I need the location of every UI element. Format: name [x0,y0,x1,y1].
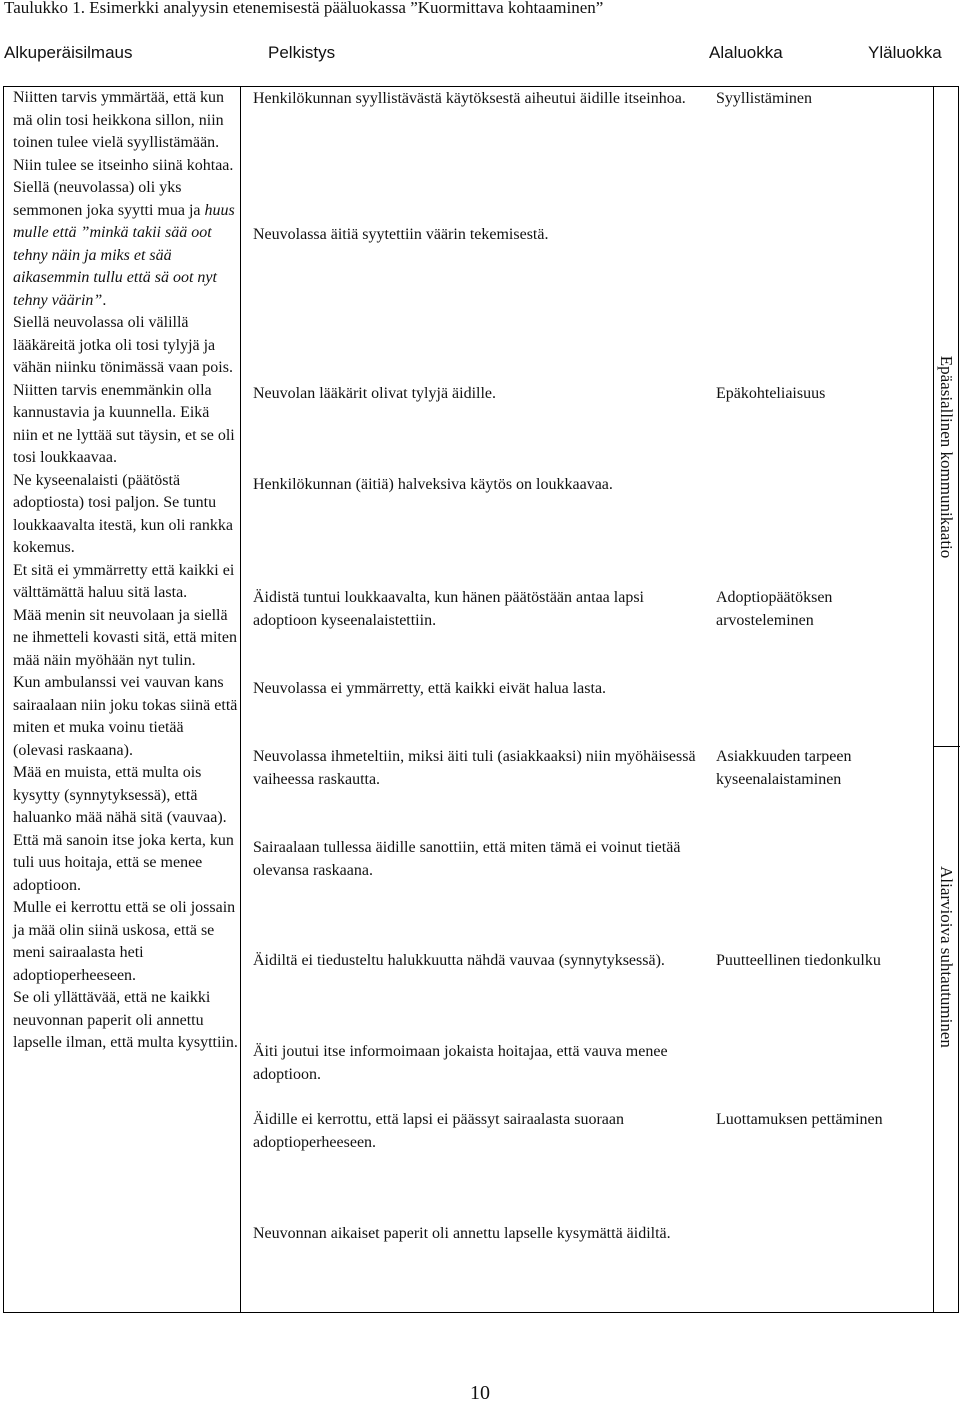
header-upper-category: Yläluokka [868,43,942,62]
reduction-text: Henkilökunnan syyllistävästä käytöksestä aiheutui äidille itseinhoa. [253,90,686,107]
reduction-text: Henkilökunnan (äitiä) halveksiva käytös on loukkaavaa. [253,476,613,493]
subcategory-text: Puutteellinen tiedonkulku [716,952,881,969]
quote-text: Se oli yllättävää, että ne kaikki neuvonnan paperit oli annettu lapselle ilman, että multa kysyttiin. [13,989,238,1051]
quote-text: Siellä neuvolassa oli välillä lääkäreitä jotka oli tosi tylyjä ja vähän niinku tönimässä vaan pois. [13,314,233,376]
reduction-text: Neuvonnan aikaiset paperit oli annettu lapselle kysymättä äidiltä. [253,1225,671,1242]
quote-text: Et sitä ei ymmärretty että kaikki ei välttämättä haluu sitä lasta. [13,561,235,601]
subcategory-text: Luottamuksen pettäminen [716,1111,883,1128]
header-reduction: Pelkistys [268,43,336,62]
quote-text: Ne kyseenalaisti (päätöstä adoptiosta) tosi paljon. Se tuntu loukkaavalta itestä, kun oli rankka kokemus. [13,471,233,556]
subcategory-text: Syyllistäminen [716,90,812,107]
reduction-text: Äiti joutui itse informoimaan jokaista hoitajaa, että vauva menee adoptioon. [253,1043,668,1083]
reduction-text: Äidistä tuntui loukkaavalta, kun hänen päätöstään antaa lapsi adoptioon kyseenalaistettiin. [253,589,644,629]
column-divider [240,87,241,1312]
header-subcategory: Alaluokka [709,43,783,62]
reduction-text: Neuvolassa ihmeteltiin, miksi äiti tuli (asiakkaaksi) niin myöhäisessä vaiheessa raskautta. [253,748,696,788]
quote-text: Mää en muista, että multa ois kysytty (synnytyksessä), että haluanko mää nähä sitä (vauvaa). [13,764,227,826]
quote-text: Mulle ei kerrottu että se oli jossain ja mää olin siinä uskosa, että se meni sairaalasta heti adoptioperheeseen. [13,899,236,984]
subcategory-text: Adoptiopäätöksen arvosteleminen [716,589,833,629]
subcategory-text: Asiakkuuden tarpeen kyseenalaistaminen [716,748,852,788]
table-caption: Taulukko 1. Esimerkki analyysin etenemisestä pääluokassa ”Kuormittava kohtaaminen” [4,0,604,17]
analysis-table [3,86,959,1313]
quote-text: Että mä sanoin itse joka kerta, kun tuli uus hoitaja, että se menee adoptioon. [13,831,234,894]
quote-text: Siellä (neuvolassa) oli yks semmonen joka syytti mua ja huus mulle että ”minkä takii sää oot tehny näin ja miks et sää aikasemmin tullu että sä oot nyt tehny väärin”. [13,179,235,309]
reduction-text: Äidiltä ei tiedusteltu halukkuutta nähdä vauvaa (synnytyksessä). [253,952,665,969]
page-number: 10 [470,1382,490,1404]
reduction-text: Neuvolassa ei ymmärretty, että kaikki eivät halua lasta. [253,680,607,697]
upper-category-text: Aliarvioiva suhtautuminen [937,866,956,1048]
upper-category-text: Epäasiallinen kommunikaatio [937,355,956,559]
quote-text: Niitten tarvis enemmänkin olla kannustavia ja kuunnella. Eikä niin et ne lyttää sut täysin, et se oli tosi loukkaavaa. [13,381,235,466]
header-original: Alkuperäisilmaus [4,43,133,62]
original-quotes-column [13,87,238,1055]
quote-text: Mää menin sit neuvolaan ja siellä ne ihmetteli kovasti sitä, että miten mää näin myöhään nyt tulin. [13,606,237,669]
row-divider [933,746,960,747]
reduction-text: Sairaalaan tullessa äidille sanottiin, että miten tämä ei voinut tietää olevansa raskaana. [253,839,681,879]
reduction-text: Neuvolassa äitiä syytettiin väärin tekemisestä. [253,226,549,243]
subcategory-text: Epäkohteliaisuus [716,385,826,402]
column-divider [933,87,934,1312]
quote-text: Niitten tarvis ymmärtää, että kun mä olin tosi heikkona sillon, niin toinen tulee vielä syyllistämään. Niin tulee se itseinho siinä kohtaa. [13,89,234,174]
reduction-text: Äidille ei kerrottu, että lapsi ei päässyt sairaalasta suoraan adoptioperheeseen. [253,1111,624,1151]
reduction-text: Neuvolan lääkärit olivat tylyjä äidille. [253,385,497,402]
quote-text: Kun ambulanssi vei vauvan kans sairaalaan niin joku tokas siinä että miten et muka voinu tietää (olevasi raskaana). [13,674,238,759]
